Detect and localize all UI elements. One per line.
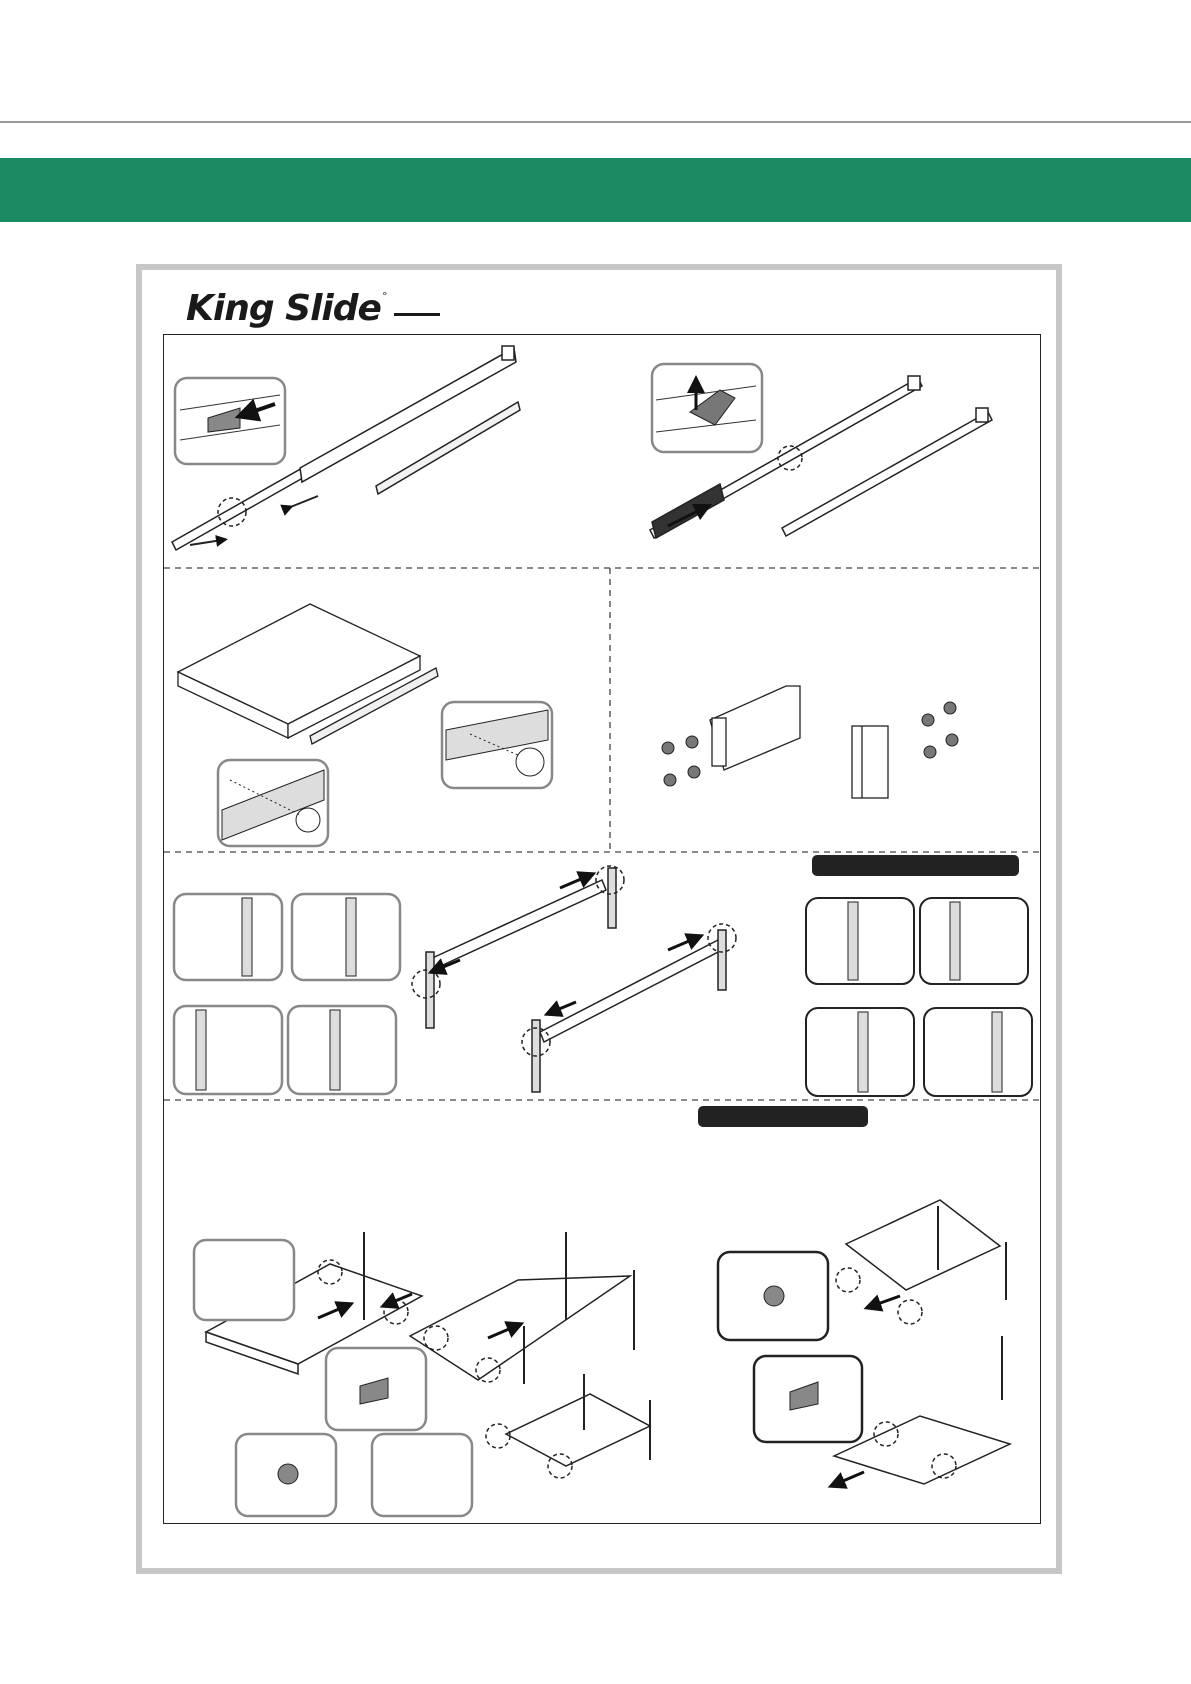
section-label-pill [698,1106,868,1127]
callout-group-left [174,894,400,1094]
magnifier-callout-icon [652,364,762,452]
server-chassis [178,604,438,744]
rack-rail-install [426,868,726,1092]
bracket-assembly [710,686,888,798]
brand-logo: King Slide [186,288,381,329]
section-label-pill [812,855,1019,876]
registered-mark: ° [382,290,388,303]
magnifier-callout-icon [218,760,328,846]
magnifier-callout-icon [175,378,285,464]
screw-icon [662,702,958,786]
magnifier-callout-icon [442,702,552,788]
